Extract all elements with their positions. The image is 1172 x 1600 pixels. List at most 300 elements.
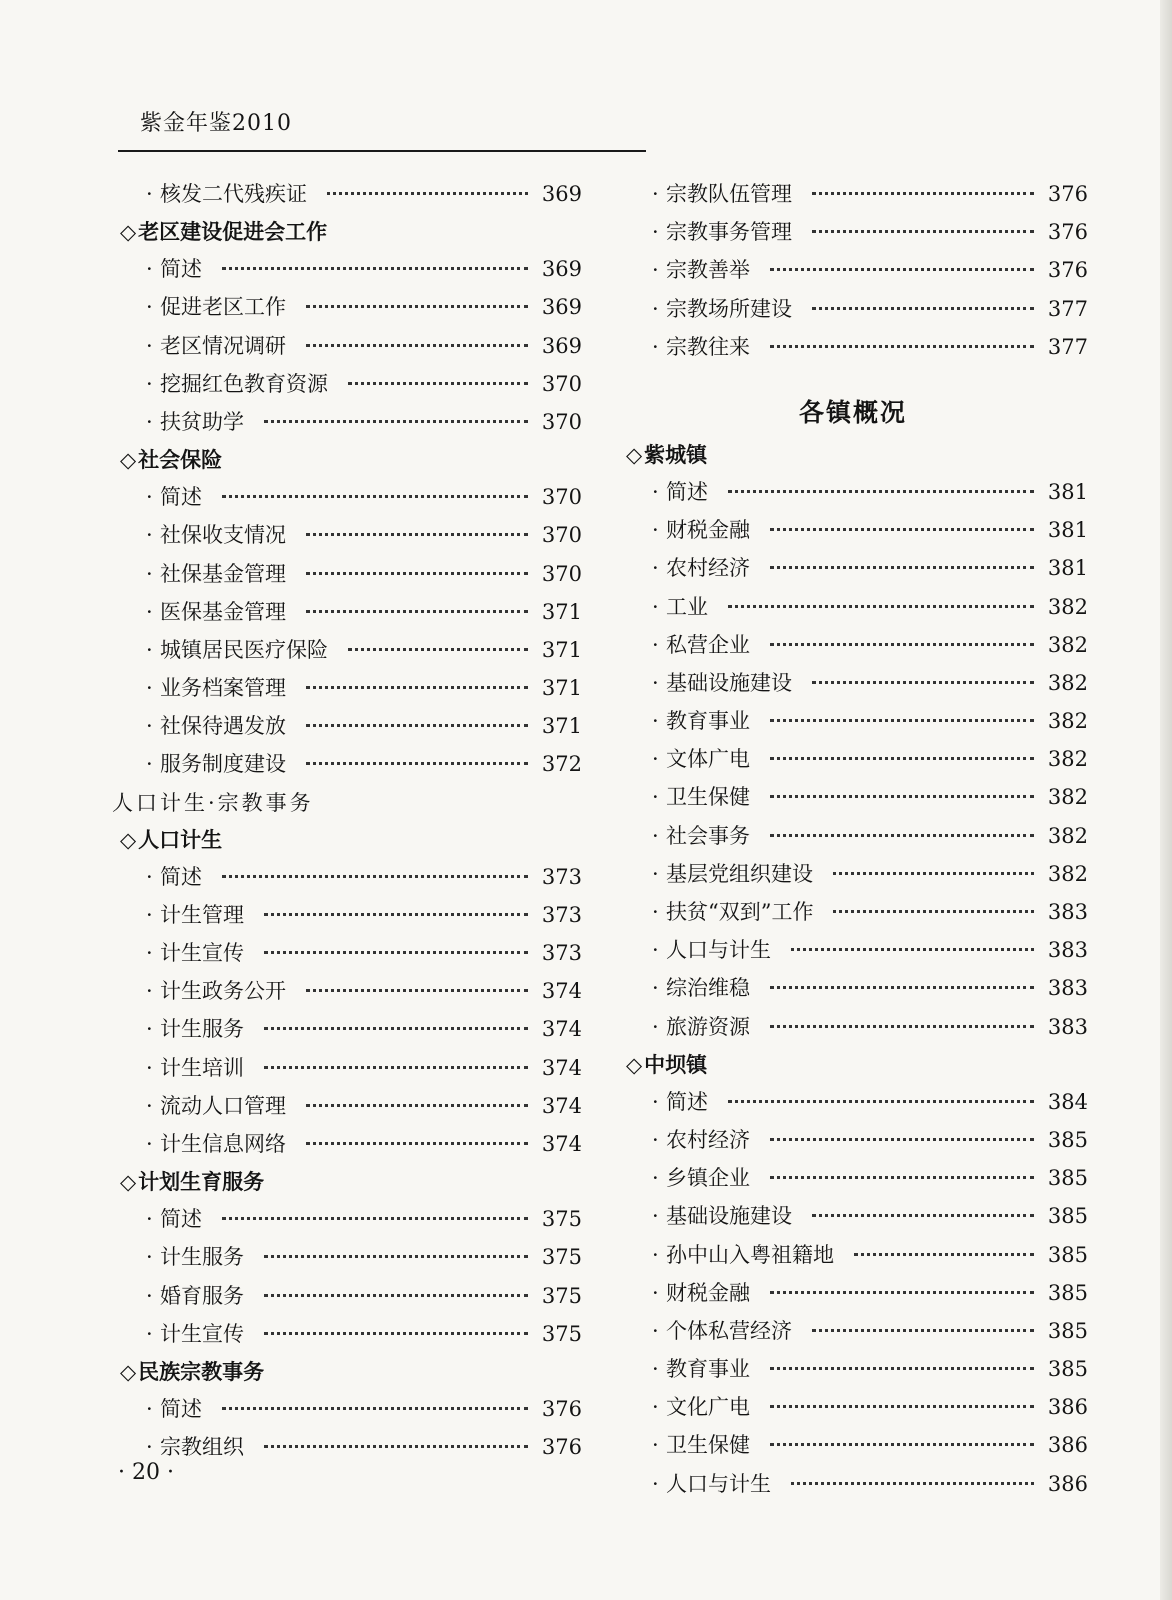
toc-page-number: 369 — [541, 257, 582, 282]
bullet-dot-icon: · — [146, 941, 153, 965]
bullet-dot-icon: · — [146, 864, 153, 889]
dot-leader — [306, 989, 528, 992]
dot-leader — [770, 1291, 1034, 1294]
dot-leader — [770, 1176, 1034, 1179]
dot-leader — [812, 192, 1034, 195]
toc-page-number: 375 — [541, 1321, 582, 1346]
toc-page-number: 382 — [1047, 594, 1088, 619]
header-rule — [118, 150, 646, 152]
toc-entry[interactable] — [618, 1124, 1088, 1162]
dot-leader — [854, 1253, 1034, 1256]
toc-entry-label: 宗教善举 — [666, 258, 750, 283]
toc-entry[interactable] — [618, 1086, 1088, 1124]
bullet-dot-icon: · — [652, 182, 659, 206]
dot-leader — [222, 1407, 528, 1410]
toc-entry[interactable] — [112, 634, 582, 672]
bullet-dot-icon: · — [652, 1433, 659, 1458]
dot-leader — [348, 382, 528, 385]
dot-leader — [812, 307, 1034, 310]
dot-leader — [770, 1367, 1034, 1370]
dot-leader — [264, 913, 528, 916]
toc-entry-label: 乡镇企业 — [666, 1166, 750, 1191]
toc-page-number: 376 — [1047, 182, 1088, 206]
toc-page-number: 371 — [541, 599, 582, 624]
bullet-dot-icon: · — [652, 670, 659, 695]
toc-entry-label: 服务制度建设 — [160, 752, 286, 777]
toc-entry[interactable] — [112, 748, 582, 786]
toc-group-label: 各镇概况 — [798, 397, 907, 427]
dot-leader — [812, 1329, 1034, 1332]
toc-page-number: 386 — [1047, 1471, 1088, 1496]
toc-page-number: 374 — [541, 1055, 582, 1080]
toc-entry[interactable] — [618, 705, 1088, 743]
dot-leader — [812, 681, 1034, 684]
dot-leader — [264, 1294, 528, 1297]
toc-page-number: 370 — [541, 523, 582, 548]
toc-entry-label: 计生服务 — [160, 1017, 244, 1042]
toc-page-number: 369 — [541, 333, 582, 358]
bullet-dot-icon: · — [652, 1318, 659, 1343]
toc-entry-label: 基层党组织建设 — [666, 861, 813, 886]
dot-leader — [306, 762, 528, 765]
toc-entry-label: 城镇居民医疗保险 — [160, 637, 328, 662]
dot-leader — [728, 1100, 1034, 1103]
toc-entry-label: 宗教队伍管理 — [666, 182, 792, 206]
dot-leader — [306, 305, 528, 308]
bullet-dot-icon: · — [652, 220, 659, 245]
toc-entry-label: 卫生保健 — [666, 785, 750, 810]
toc-page-number: 374 — [541, 1017, 582, 1042]
toc-entry[interactable] — [618, 254, 1088, 292]
toc-entry[interactable] — [112, 1431, 582, 1469]
toc-entry-label: 农村经济 — [666, 1127, 750, 1152]
toc-page-number: 385 — [1047, 1357, 1088, 1382]
dot-leader — [222, 495, 528, 498]
toc-page-number: 385 — [1047, 1166, 1088, 1191]
toc-entry-label: 计生信息网络 — [160, 1131, 286, 1156]
dot-leader — [770, 1405, 1034, 1408]
toc-page-number: 369 — [541, 182, 582, 206]
bullet-dot-icon: · — [146, 295, 153, 320]
toc-entry[interactable] — [112, 1280, 582, 1318]
toc-entry[interactable] — [112, 672, 582, 710]
toc-entry-label: 核发二代残疾证 — [160, 182, 307, 206]
toc-entry[interactable] — [112, 1128, 582, 1166]
toc-entry[interactable] — [112, 1013, 582, 1051]
toc-entry[interactable] — [112, 1318, 582, 1356]
toc-page-number: 385 — [1047, 1204, 1088, 1229]
toc-entry[interactable] — [112, 330, 582, 368]
diamond-icon: ◇ — [626, 442, 643, 467]
toc-entry-label: 挖掘红色教育资源 — [160, 371, 328, 396]
diamond-icon: ◇ — [626, 1052, 643, 1077]
toc-entry[interactable] — [618, 858, 1088, 896]
bullet-dot-icon: · — [652, 296, 659, 321]
toc-entry-label: 计生管理 — [160, 902, 244, 927]
toc-entry[interactable] — [112, 861, 582, 899]
bullet-dot-icon: · — [652, 518, 659, 543]
bullet-dot-icon: · — [146, 182, 153, 206]
toc-entry[interactable] — [112, 406, 582, 444]
toc-entry[interactable] — [618, 1391, 1088, 1429]
bullet-dot-icon: · — [146, 1321, 153, 1346]
dot-leader — [222, 267, 528, 270]
toc-left-column — [112, 178, 582, 1469]
bullet-dot-icon: · — [146, 676, 153, 701]
toc-entry-label: 计生政务公开 — [160, 979, 286, 1004]
toc-entry-label: 个体私营经济 — [666, 1318, 792, 1343]
toc-entry-label: 简述 — [666, 1089, 708, 1114]
toc-entry[interactable] — [112, 1052, 582, 1090]
toc-entry-label: 业务档案管理 — [160, 676, 286, 701]
toc-entry[interactable] — [618, 293, 1088, 331]
page-number: · 20 · — [118, 1460, 174, 1485]
scan-edge-shadow — [1160, 0, 1172, 1600]
toc-entry-label: 简述 — [160, 1396, 202, 1421]
toc-entry[interactable] — [112, 178, 582, 216]
dot-leader — [306, 610, 528, 613]
toc-entry-label: 财税金融 — [666, 1280, 750, 1305]
toc-entry[interactable] — [618, 781, 1088, 819]
bullet-dot-icon: · — [652, 1204, 659, 1229]
bullet-dot-icon: · — [652, 709, 659, 734]
toc-entry[interactable] — [112, 1241, 582, 1279]
toc-entry[interactable] — [618, 1429, 1088, 1467]
toc-page-number: 374 — [541, 1093, 582, 1118]
dot-leader — [770, 566, 1034, 569]
toc-page-number: 375 — [541, 1245, 582, 1270]
bullet-dot-icon: · — [146, 257, 153, 282]
toc-entry-label: 婚育服务 — [160, 1283, 244, 1308]
diamond-icon: ◇ — [120, 1170, 137, 1195]
toc-entry-label: 宗教往来 — [666, 334, 750, 359]
toc-section-heading[interactable] — [112, 444, 582, 481]
bullet-dot-icon: · — [146, 561, 153, 586]
toc-entry-label: 计生服务 — [160, 1245, 244, 1270]
dot-leader — [306, 724, 528, 727]
bullet-dot-icon: · — [146, 1207, 153, 1232]
dot-leader — [791, 1482, 1034, 1485]
dot-leader — [833, 910, 1033, 913]
dot-leader — [222, 875, 528, 878]
bullet-dot-icon: · — [652, 258, 659, 283]
bullet-dot-icon: · — [146, 409, 153, 434]
toc-section-label: 紫城镇 — [644, 441, 708, 467]
dot-leader — [306, 344, 528, 347]
toc-entry-label: 基础设施建设 — [666, 670, 792, 695]
dot-leader — [264, 1027, 528, 1030]
toc-entry-label: 计生宣传 — [160, 1321, 244, 1346]
toc-entry-label: 简述 — [666, 479, 708, 504]
bullet-dot-icon: · — [652, 1127, 659, 1152]
toc-entry[interactable] — [112, 1393, 582, 1431]
bullet-dot-icon: · — [652, 1166, 659, 1191]
toc-page-number: 385 — [1047, 1280, 1088, 1305]
toc-entry[interactable] — [618, 1315, 1088, 1353]
toc-entry[interactable] — [112, 1090, 582, 1128]
toc-entry[interactable] — [112, 899, 582, 937]
toc-entry-label: 促进老区工作 — [160, 295, 286, 320]
toc-entry[interactable] — [618, 591, 1088, 629]
bullet-dot-icon: · — [652, 823, 659, 848]
toc-page-number: 370 — [541, 561, 582, 586]
toc-entry[interactable] — [112, 519, 582, 557]
dot-leader — [770, 795, 1034, 798]
dot-leader — [770, 643, 1034, 646]
dot-leader — [306, 1104, 528, 1107]
toc-entry[interactable] — [112, 1203, 582, 1241]
toc-entry[interactable] — [112, 558, 582, 596]
toc-entry[interactable] — [618, 1468, 1088, 1506]
toc-page-number: 376 — [1047, 258, 1088, 283]
dot-leader — [770, 757, 1034, 760]
toc-entry-label: 流动人口管理 — [160, 1093, 286, 1118]
toc-entry[interactable] — [618, 1011, 1088, 1049]
dot-leader — [264, 1255, 528, 1258]
toc-page-number: 375 — [541, 1283, 582, 1308]
toc-page-number: 383 — [1047, 1014, 1088, 1039]
toc-entry[interactable] — [618, 476, 1088, 514]
toc-entry[interactable] — [112, 291, 582, 329]
dot-leader — [770, 1443, 1034, 1446]
toc-page-number: 376 — [541, 1435, 582, 1460]
dot-leader — [327, 192, 528, 195]
bullet-dot-icon: · — [146, 1131, 153, 1156]
toc-page-number: 371 — [541, 676, 582, 701]
bullet-dot-icon: · — [652, 747, 659, 772]
toc-page-number: 374 — [541, 1131, 582, 1156]
toc-entry-label: 宗教组织 — [160, 1435, 244, 1460]
toc-entry[interactable] — [618, 552, 1088, 590]
bullet-dot-icon: · — [652, 1242, 659, 1267]
toc-page-number: 382 — [1047, 785, 1088, 810]
toc-part-heading[interactable] — [112, 787, 582, 824]
bullet-dot-icon: · — [652, 594, 659, 619]
toc-page-number: 377 — [1047, 296, 1088, 321]
bullet-dot-icon: · — [146, 1435, 153, 1460]
bullet-dot-icon: · — [652, 938, 659, 963]
dot-leader — [264, 1445, 528, 1448]
diamond-icon: ◇ — [120, 220, 137, 245]
toc-entry-label: 教育事业 — [666, 1357, 750, 1382]
bullet-dot-icon: · — [652, 1357, 659, 1382]
toc-entry-label: 计生培训 — [160, 1055, 244, 1080]
toc-page-number: 381 — [1047, 518, 1088, 543]
dot-leader — [728, 490, 1034, 493]
toc-entry[interactable] — [618, 1239, 1088, 1277]
toc-entry-label: 社保基金管理 — [160, 561, 286, 586]
bullet-dot-icon: · — [146, 523, 153, 548]
toc-entry-label: 孙中山入粤祖籍地 — [666, 1242, 834, 1267]
dot-leader — [770, 1025, 1034, 1028]
dot-leader — [264, 420, 528, 423]
toc-entry-label: 人口与计生 — [666, 1471, 771, 1496]
toc-section-heading[interactable] — [618, 1049, 1088, 1086]
toc-section-heading[interactable] — [112, 1166, 582, 1203]
dot-leader — [306, 572, 528, 575]
toc-entry-label: 宗教场所建设 — [666, 296, 792, 321]
toc-entry[interactable] — [618, 1162, 1088, 1200]
bullet-dot-icon: · — [652, 632, 659, 657]
dot-leader — [306, 533, 528, 536]
toc-entry[interactable] — [618, 667, 1088, 705]
toc-page-number: 370 — [541, 485, 582, 510]
bullet-dot-icon: · — [146, 979, 153, 1004]
toc-page-number: 382 — [1047, 861, 1088, 886]
toc-entry-label: 社保待遇发放 — [160, 714, 286, 739]
dot-leader — [728, 605, 1034, 608]
bullet-dot-icon: · — [652, 1014, 659, 1039]
toc-entry[interactable] — [112, 710, 582, 748]
toc-entry-label: 文化广电 — [666, 1395, 750, 1420]
toc-entry-label: 社会事务 — [666, 823, 750, 848]
toc-page-number: 370 — [541, 371, 582, 396]
bullet-dot-icon: · — [146, 599, 153, 624]
toc-page-number: 381 — [1047, 479, 1088, 504]
toc-group-title[interactable] — [618, 387, 1088, 439]
bullet-dot-icon: · — [652, 861, 659, 886]
bullet-dot-icon: · — [146, 485, 153, 510]
toc-entry-label: 综治维稳 — [666, 976, 750, 1001]
toc-entry-label: 工业 — [666, 594, 708, 619]
toc-entry-label: 老区情况调研 — [160, 333, 286, 358]
bullet-dot-icon: · — [146, 752, 153, 777]
dot-leader — [306, 686, 528, 689]
toc-section-heading[interactable] — [618, 439, 1088, 476]
diamond-icon: ◇ — [120, 448, 137, 473]
toc-entry[interactable] — [618, 1200, 1088, 1238]
toc-page-number: 385 — [1047, 1127, 1088, 1152]
running-header-title: 紫金年鉴2010 — [140, 111, 292, 136]
dot-leader — [812, 1214, 1034, 1217]
toc-entry[interactable] — [618, 178, 1088, 216]
toc-entry-label: 宗教事务管理 — [666, 220, 792, 245]
dot-leader — [770, 719, 1034, 722]
toc-entry[interactable] — [112, 937, 582, 975]
toc-entry-label: 扶贫“双到”工作 — [666, 900, 814, 924]
bullet-dot-icon: · — [652, 479, 659, 504]
toc-page-number: 384 — [1047, 1089, 1088, 1114]
toc-page-number: 372 — [541, 752, 582, 777]
bullet-dot-icon: · — [146, 371, 153, 396]
bullet-dot-icon: · — [652, 334, 659, 359]
toc-entry[interactable] — [618, 1277, 1088, 1315]
toc-section-label: 老区建设促进会工作 — [138, 219, 328, 245]
toc-page-number: 369 — [541, 295, 582, 320]
toc-entry[interactable] — [618, 896, 1088, 934]
toc-section-label: 中坝镇 — [644, 1051, 708, 1077]
toc-entry[interactable] — [112, 368, 582, 406]
toc-entry[interactable] — [618, 972, 1088, 1010]
bullet-dot-icon: · — [146, 714, 153, 739]
bullet-dot-icon: · — [652, 556, 659, 581]
toc-entry[interactable] — [618, 514, 1088, 552]
toc-entry[interactable] — [618, 629, 1088, 667]
dot-leader — [791, 948, 1034, 951]
toc-right-column — [618, 178, 1088, 1506]
bullet-dot-icon: · — [146, 1396, 153, 1421]
toc-entry-label: 财税金融 — [666, 518, 750, 543]
dot-leader — [264, 951, 528, 954]
toc-entry-label: 农村经济 — [666, 556, 750, 581]
toc-entry[interactable] — [618, 1353, 1088, 1391]
toc-page-number: 374 — [541, 979, 582, 1004]
toc-entry[interactable] — [618, 934, 1088, 972]
toc-page-number: 371 — [541, 637, 582, 662]
toc-entry-label: 私营企业 — [666, 632, 750, 657]
toc-entry-label: 教育事业 — [666, 709, 750, 734]
toc-page-number: 383 — [1047, 938, 1088, 963]
toc-page-number: 376 — [541, 1396, 582, 1421]
toc-entry[interactable] — [112, 596, 582, 634]
toc-entry[interactable] — [618, 216, 1088, 254]
bullet-dot-icon: · — [652, 1471, 659, 1496]
toc-section-label: 计划生育服务 — [138, 1169, 265, 1195]
toc-page-number: 382 — [1047, 709, 1088, 734]
toc-entry[interactable] — [618, 743, 1088, 781]
dot-leader — [770, 528, 1034, 531]
toc-section-heading[interactable] — [112, 824, 582, 861]
toc-page-number: 385 — [1047, 1242, 1088, 1267]
toc-entry[interactable] — [618, 820, 1088, 858]
toc-section-label: 民族宗教事务 — [138, 1358, 265, 1384]
toc-section-label: 人口计生 — [138, 826, 223, 852]
toc-page-number: 377 — [1047, 334, 1088, 359]
bullet-dot-icon: · — [146, 1245, 153, 1270]
toc-entry[interactable] — [618, 331, 1088, 369]
toc-page-number: 371 — [541, 714, 582, 739]
dot-leader — [770, 986, 1034, 989]
bullet-dot-icon: · — [652, 900, 659, 924]
dot-leader — [812, 230, 1034, 233]
toc-entry-label: 旅游资源 — [666, 1014, 750, 1039]
toc-page-number: 373 — [541, 864, 582, 889]
dot-leader — [833, 872, 1034, 875]
bullet-dot-icon: · — [146, 637, 153, 662]
bullet-dot-icon: · — [146, 333, 153, 358]
toc-entry-label: 社保收支情况 — [160, 523, 286, 548]
toc-entry[interactable] — [112, 975, 582, 1013]
dot-leader — [264, 1066, 528, 1069]
toc-page-number: 382 — [1047, 823, 1088, 848]
toc-page-number: 382 — [1047, 670, 1088, 695]
toc-entry[interactable] — [112, 481, 582, 519]
toc-entry-label: 计生宣传 — [160, 941, 244, 965]
bullet-dot-icon: · — [652, 1089, 659, 1114]
toc-entry-label: 简述 — [160, 1207, 202, 1232]
toc-entry-label: 基础设施建设 — [666, 1204, 792, 1229]
toc-entry-label: 简述 — [160, 257, 202, 282]
bullet-dot-icon: · — [146, 1283, 153, 1308]
toc-page-number: 385 — [1047, 1318, 1088, 1343]
dot-leader — [348, 648, 528, 651]
bullet-dot-icon: · — [146, 1093, 153, 1118]
toc-section-heading[interactable] — [112, 1356, 582, 1393]
toc-page-number: 373 — [541, 902, 582, 927]
toc-page-number: 375 — [541, 1207, 582, 1232]
toc-section-heading[interactable] — [112, 216, 582, 253]
toc-part-label: 人口计生·宗教事务 — [112, 790, 314, 815]
toc-page-number: 370 — [541, 409, 582, 434]
bullet-dot-icon: · — [146, 902, 153, 927]
toc-entry-label: 卫生保健 — [666, 1433, 750, 1458]
toc-entry-label: 简述 — [160, 864, 202, 889]
bullet-dot-icon: · — [652, 785, 659, 810]
toc-entry[interactable] — [112, 253, 582, 291]
toc-page-number: 373 — [541, 941, 582, 965]
bullet-dot-icon: · — [652, 1395, 659, 1420]
toc-page-number: 382 — [1047, 747, 1088, 772]
